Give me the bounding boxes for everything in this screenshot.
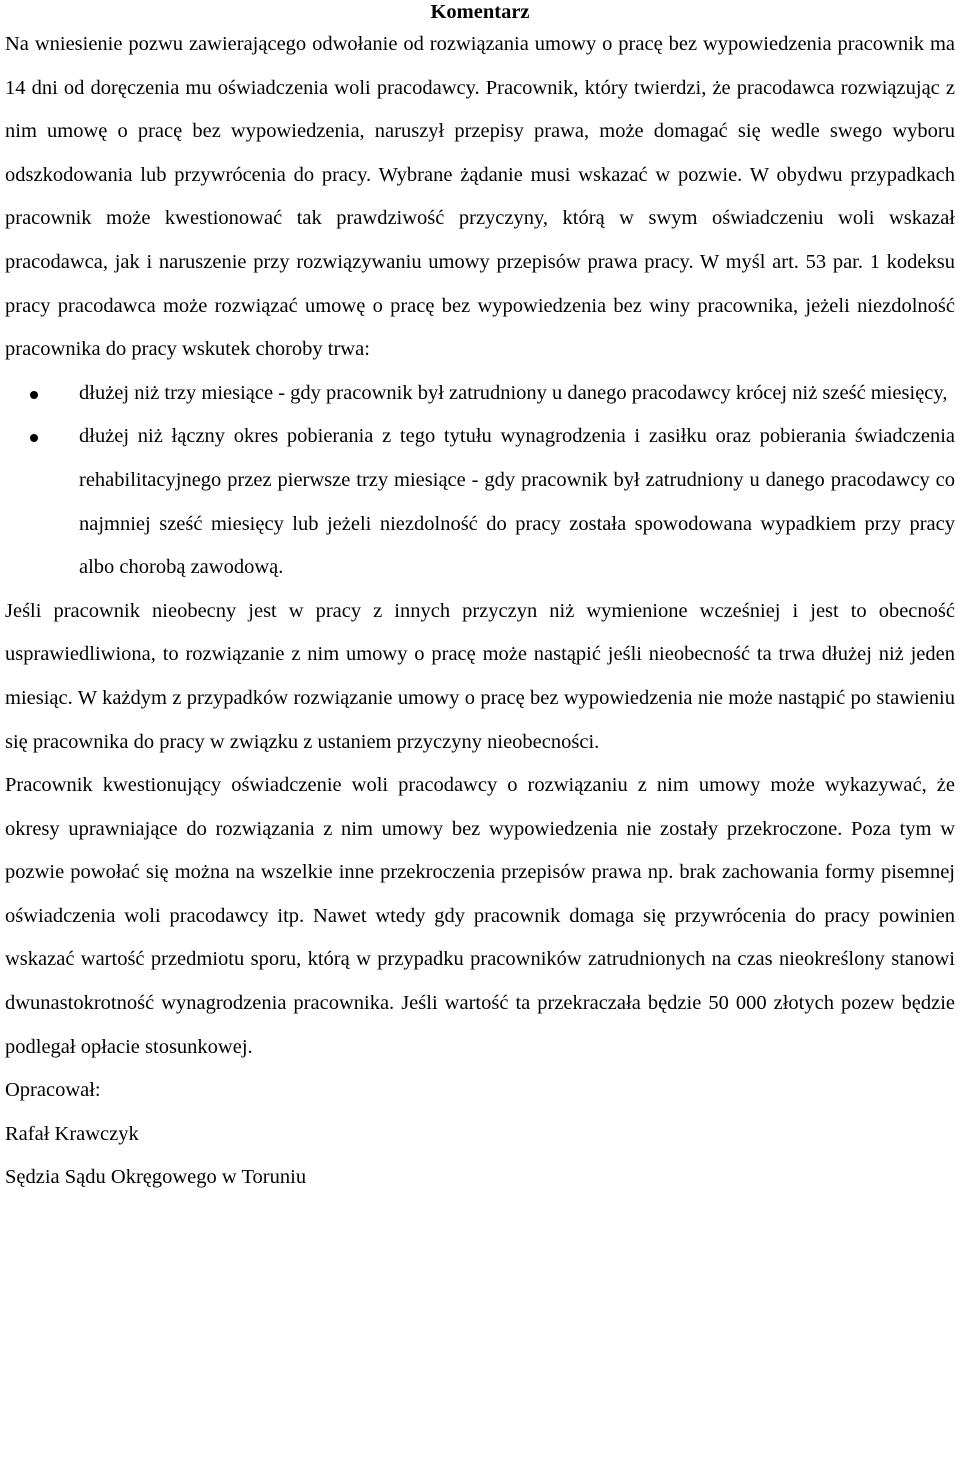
document-page [5,0,955,1200]
list-item [5,415,955,589]
paragraph-intro: Na wniesienie pozwu zawierającego odwołanie od rozwiązania umowy o pracę bez wypowiedzenia pracownik ma 14 dni od doręczenia mu oświadczenia woli pracodawcy. Pracownik, który twierdzi, że pracodawca rozwiązując z nim umowę o pracę bez wypowiedzenia, naruszył przepisy prawa, może domagać się wedle swego wyboru odszkodowania lub przywrócenia do pracy. Wybrane żądanie musi wskazać w pozwie. W obydwu przypadkach pracownik może kwestionować tak prawdziwość przyczyny, którą w swym oświadczeniu woli wskazał pracodawca, jak i naruszenie przy rozwiązywaniu umowy przepisów prawa pracy. W myśl art. 53 par. 1 kodeksu pracy pracodawca może rozwiązać umowę o pracę bez wypowiedzenia bez winy pracownika, jeżeli niezdolność pracownika do pracy wskutek choroby trwa: [5,33,955,361]
list-item [5,372,955,416]
bullet-icon [30,415,42,459]
list-item-text: dłużej niż łączny okres pobierania z tego tytułu wynagrodzenia i zasiłku oraz pobierania świadczenia rehabilitacyjnego przez pierwsze trzy miesiące - gdy pracownik był zatrudniony u danego pracodawcy co najmniej sześć miesięcy lub jeżeli niezdolność do pracy została spowodowana wypadkiem przy pracy albo chorobą zawodową. [79,425,955,579]
list-item-text: dłużej niż trzy miesiące - gdy pracownik był zatrudniony u danego pracodawcy krócej niż sześć miesięcy, [79,381,948,404]
paragraph-absence: Jeśli pracownik nieobecny jest w pracy z innych przyczyn niż wymienione wcześniej i jest to obecność usprawiedliwiona, to rozwiązanie z nim umowy o pracę może nastąpić jeśli nieobecność ta trwa dłużej niż jeden miesiąc. W każdym z przypadków rozwiązanie umowy o pracę bez wypowiedzenia nie może nastąpić po stawieniu się pracownika do pracy w związku z ustaniem przyczyny nieobecności. [5,599,955,753]
signature-prepared-by: Opracował: [5,1079,101,1102]
paragraph-challenge: Pracownik kwestionujący oświadczenie woli pracodawcy o rozwiązaniu z nim umowy może wykazywać, że okresy uprawniające do rozwiązania z nim umowy bez wypowiedzenia nie zostały przekroczone. Poza tym w pozwie powołać się można na wszelkie inne przekroczenia przepisów prawa np. brak zachowania formy pisemnej oświadczenia woli pracodawcy itp. Nawet wtedy gdy pracownik domaga się przywrócenia do pracy powinien wskazać wartość przedmiotu sporu, którą w przypadku pracowników zatrudnionych na czas nieokreślony stanowi dwunastokrotność wynagrodzenia pracownika. Jeśli wartość ta przekraczała będzie 50 000 złotych pozew będzie podlegał opłacie stosunkowej. [5,774,955,1058]
bullet-list [5,372,955,590]
bullet-icon [30,372,42,416]
signature-position: Sędzia Sądu Okręgowego w Toruniu [5,1166,307,1189]
document-heading: Komentarz [430,1,530,23]
signature-name: Rafał Krawczyk [5,1122,139,1145]
